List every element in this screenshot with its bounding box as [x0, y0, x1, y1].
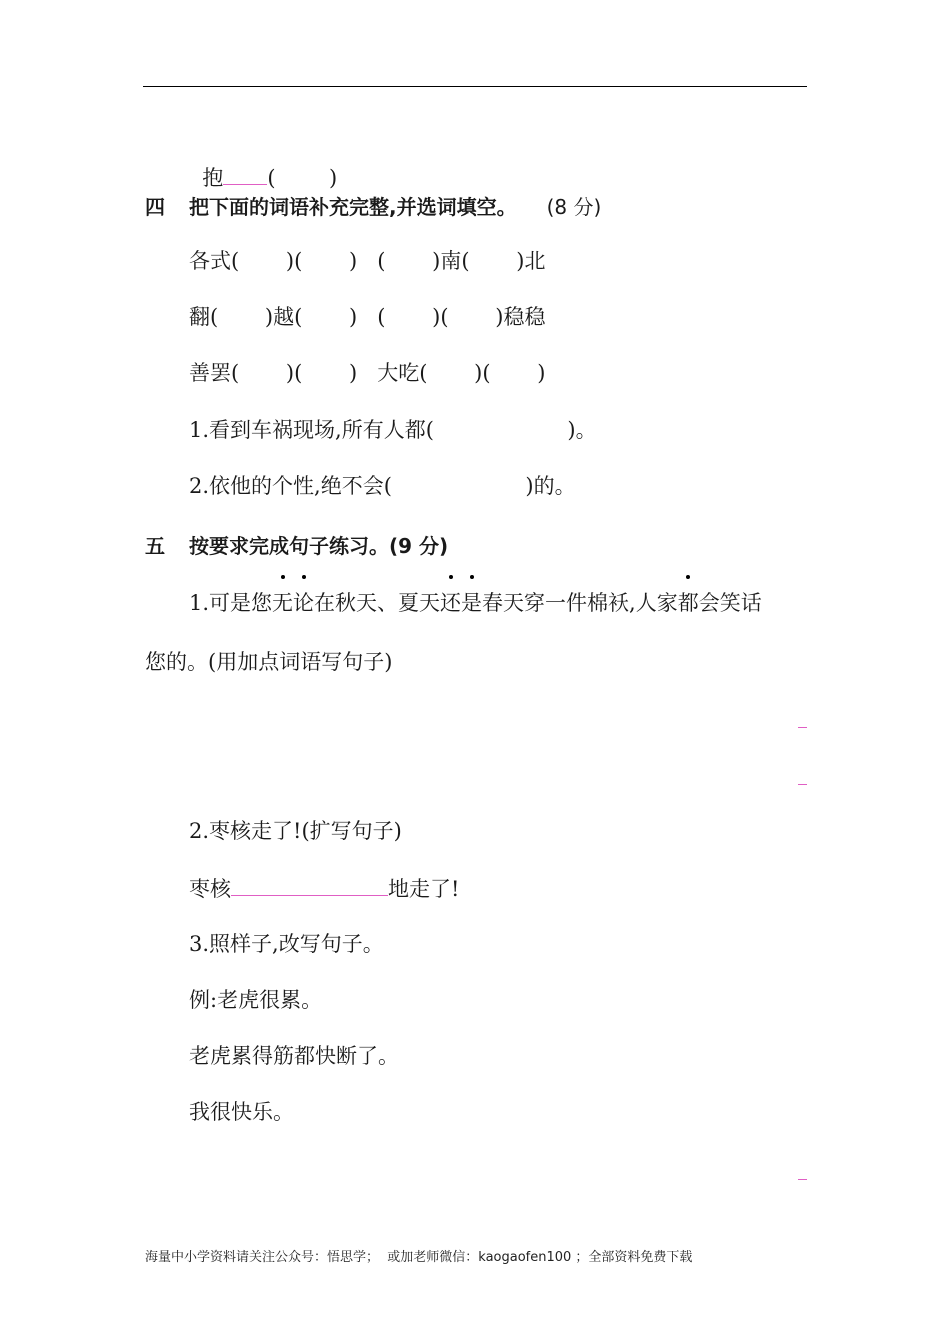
q3-example: 例:老虎很累。	[189, 988, 323, 1012]
section4-title	[189, 191, 601, 220]
q1-line-1	[189, 589, 762, 617]
idiom-row-3: 善罢( )( ) 大吃( )( )	[189, 361, 546, 385]
q3-tail-paren: ( )	[267, 166, 338, 190]
section4-score: (8 分)	[546, 195, 602, 219]
q2-fill-line	[189, 873, 459, 903]
section4-number: 四	[145, 195, 165, 219]
section5-title: 按要求完成句子练习。(9 分)	[189, 534, 449, 558]
dotted-char: 还	[440, 591, 462, 615]
dotted-char: 论	[293, 591, 315, 615]
q1-part-b: 在秋天、夏天	[314, 591, 441, 615]
dotted-char: 都	[677, 591, 699, 615]
idiom-row-1: 各式( )( ) ( )南( )北	[189, 249, 546, 273]
dotted-char: 无	[272, 591, 294, 615]
q3-tail-blank[interactable]	[223, 162, 267, 185]
q3-title: 3.照样子,改写句子。	[189, 932, 384, 956]
q1-part-d: 会笑话	[698, 591, 762, 615]
q3-task: 我很快乐。	[189, 1100, 294, 1124]
footer-note: 海量中小学资料请关注公众号：悟思学； 或加老师微信：kaogaofen100 ；全部资料免费下载	[145, 1250, 693, 1265]
q2-title: 2.枣核走了!(扩写句子)	[189, 819, 402, 843]
fill-sentence-2: 2.依他的个性,绝不会( )的。	[189, 474, 576, 498]
idiom-row-2: 翻( )越( ) ( )( )稳稳	[189, 305, 546, 329]
q3-tail-line	[189, 134, 337, 192]
q1-line-2: 您的。(用加点词语写句子)	[145, 650, 393, 674]
answer-line-end-3[interactable]	[798, 1179, 807, 1180]
fill-sentence-1: 1.看到车祸现场,所有人都( )。	[189, 418, 597, 442]
dotted-char: 是	[461, 591, 483, 615]
q2-prefix: 枣核	[189, 877, 231, 901]
q2-blank[interactable]	[231, 873, 388, 896]
q3-tail-prefix: 抱	[202, 166, 224, 190]
q1-part-a: 1.可是您	[189, 591, 273, 615]
section4-title-text: 把下面的词语补充完整,并选词填空。	[189, 195, 517, 219]
answer-line-end-1[interactable]	[798, 727, 807, 728]
section5-number: 五	[145, 534, 165, 558]
header-rule	[143, 86, 807, 87]
answer-line-end-2[interactable]	[798, 784, 807, 785]
q3-example-answer: 老虎累得筋都快断了。	[189, 1044, 399, 1068]
q2-suffix: 地走了!	[388, 877, 460, 901]
q1-part-c: 春天穿一件棉袄,人家	[482, 591, 678, 615]
